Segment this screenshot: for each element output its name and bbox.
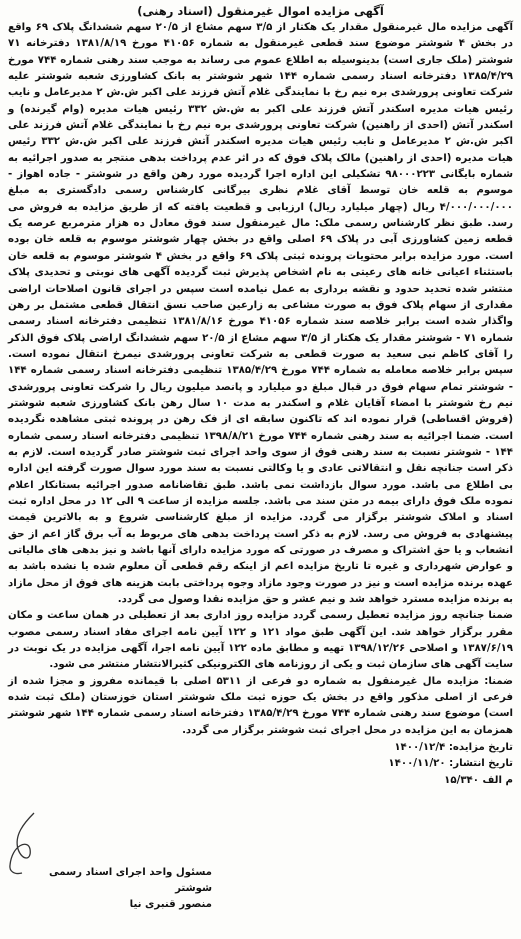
notice-body [8,20,513,739]
notice-paragraph-main: آگهی مزایده مال غیرمنقول مقدار یک هکتار از ۳/۵ سهم مشاع از ۲۰/۵ سهم ششدانگ پلاک ۶۹ واقع در بخش ۴ شوشتر موضوع سند قطعی غیرمنقول به شماره ۴۱۰۵۶ مورخ ۱۳۸۱/۸/۱۹ دفترخانه ۷۱ شوشتر (ملک جاری است) بدینوسیله به اطلاع عموم می رساند به موجب سند رهنی شماره ۷۴۴ مورخ ۱۳۸۵/۴/۲۹ دفترخانه اسناد رسمی شماره ۱۴۴ شهر شوشتر به بانک کشاورزی شعبه شوشتر علیه شرکت تعاونی پرورشدی بره نیم رخ با نمایندگی غلام آتش فرزند علی اکبر ش.ش ۲ مدیرعامل و نایب رئیس هیات مدیره اسکندر آتش فرزند علی اکبر به ش.ش ۳۳۲ رئیس هیات مدیره (وام گیرنده) و اسکندر آتش (احدی از راهنین) شرکت تعاونی پرورشدی بره نیم رخ با نمایندگی غلام آتش فرزند علی اکبر ش.ش ۲ مدیرعامل و نایب رئیس هیات مدیره اسکندر آتش فرزند علی اکبر ش.ش ۳۳۲ رئیس هیات مدیره (احدی از راهنین) مالک پلاک فوق که در اثر عدم پرداخت بدهی منتجر به صدور اجرائیه به شماره بایگانی ۹۸۰۰۰۲۲۳ تشکیلی این اداره اجرا گردیده مورد رهن واقع در شوشتر - جاده اهواز - موسوم به قلعه خان توسط آقای غلام نظری بیرگانی کارشناس رسمی دادگستری به مبلغ ۴/۰۰۰/۰۰۰/۰۰۰ ریال (چهار میلیارد ریال) ارزیابی و قطعیت یافته که از طریق مزایده به فروش می رسد. طبق نظر کارشناس رسمی ملک: مال غیرمنقول سند فوق معادل ده هزار مترمربع عرصه یک قطعه زمین کشاورزی آبی در پلاک ۶۹ اصلی واقع در بخش چهار شوشتر موسوم به قلعه خان بوده است. مورد مزایده برابر محتویات پرونده ثبتی پلاک ۶۹ واقع در بخش ۴ شوشتر موسوم به قلعه خان باستثناء اعیانی خانه های رعیتی به نام اشخاص پذیرش ثبت گردیده آگهی های نوبتی و تحدیدی پلاک منتشر شده تحدید حدود و نقشه برداری به عمل نیامده است سپس در اجرای قانون اصلاحات اراضی مقداری از سهام پلاک فوق به صورت مشاعی به زارعین صاحب نسق انتقال قطعی مشتمل بر رهن واگذار شده است برابر خلاصه سند شماره ۴۱۰۵۶ مورخ ۱۳۸۱/۸/۱۶ تنظیمی دفترخانه اسناد رسمی شماره ۷۱ - شوشتر مقدار یک هکتار از ۳/۵ سهم مشاع از ۲۰/۵ سهم ششدانگ اراضی پلاک فوق الذکر را آقای کاظم نبی سعید به صورت قطعی به شرکت تعاونی پرورشدی نیمرخ انتقال نموده است. سپس برابر خلاصه معامله به شماره ۷۴۴ مورخ ۱۳۸۵/۴/۲۹ تنظیمی دفترخانه اسناد رسمی شماره ۱۴۴ - شوشتر تمام سهام فوق در قبال مبلغ دو میلیارد و پانصد میلیون ریال را شرکت تعاونی پرورشدی نیم رخ شوشتر با امضاء آقایان غلام و اسکندر به مدت ۱۰ سال رهن بانک کشاورزی شعبه شوشتر (فروش اقساطی) قرار نموده اند که تاکنون سابقه ای از فک رهن در پرونده ثبتی مشاهده نگردیده است. ضمنا اجرائیه به سند رهنی شماره ۷۴۴ مورخ ۱۳۹۸/۸/۲۱ تنظیمی دفترخانه اسناد رسمی شماره ۱۴۴ - شوشتر نسبت به سند رهنی فوق از سوی واحد اجرای ثبت شوشتر صادر گردیده است. لازم به ذکر است جنانچه نقل و انتقالاتی عادی و یا وکالتی نسبت به سند مورد سوال صورت گرفته این اداره بی اطلاع می باشد. مورد سوال بازداشت نمی باشد. طبق تقاضانامه صدور اجرائیه بستانکار اعلام نموده ملک فوق دارای بیمه در متن سند می باشد. جلسه مزایده از ساعت ۹ الی ۱۲ در محل اداره ثبت اسناد و املاک شوشتر برگزار می گردد. مزایده از مبلغ کارشناسی شروع و به بالاترین قیمت پیشنهادی به فروش می رسد. لازم به ذکر است پرداخت بدهی های مربوط به آب برق گاز اعم از حق انشعاب و یا حق اشتراک و مصرف در صورتی که مورد مزایده دارای آنها باشد و نیز بدهی های مالیاتی و عوارض شهرداری و غیره تا تاریخ مزایده اعم از اینکه رقم قطعی آن معلوم شده یا نشده باشد به عهده برنده مزایده است و نیز در صورت وجود مازاد وجوه پرداختی بابت هزینه های فوق از محل مازاد به برنده مزایده مسترد خواهد شد و نیم عشر و حق مزایده نقدا وصول می گردد. [8,22,514,606]
signature-block [12,865,212,913]
notice-paragraph-additional: ضمنا: مزایده مال غیرمنقول به شماره دو فرعی از ۵۳۱۱ اصلی با قیمانده مفروز و مجزا شده از فرعی از اصلی مذکور واقع در بخش یک حوزه ثبت ملک شوشتر استان خوزستان (ملک ثبت شده است) موضوع سند رهنی شماره ۷۴۴ مورخ ۱۳۸۵/۴/۲۹ دفترخانه اسناد رسمی شماره ۱۴۴ شهر شوشتر همزمان به این مزایده در محل اجرای ثبت شوشتر برگزار می گردد. [8,675,513,736]
auction-date: تاریخ مزایده: ۱۴۰۰/۱۲/۴ [394,742,513,754]
publish-date: تاریخ انتشار: ۱۴۰۰/۱۱/۲۰ [388,758,513,770]
notice-paragraph-holiday: ضمنا جنانچه روز مزایده تعطیل رسمی گردد مزایده روز اداری بعد از تعطیلی در همان ساعت و مکان مقرر برگزار خواهد شد. این آگهی طبق مواد ۱۲۱ و ۱۲۲ آیین نامه اجرای مفاد اسناد رسمی مصوب ۱۳۸۷/۶/۱۹ و اصلاحی ۱۳۹۸/۱۲/۲۶ تهیه و مطابق ماده ۱۲۲ آیین نامه اجرا، آگهی مزایده در یک نوبت در سایت آگهی های سازمان ثبت و یکی از روزنامه های الکترونیکی کثیرالانتشار منتشر می شود. [8,610,513,671]
notice-dates [8,740,513,789]
signature-name: منصور قنبری نیا [129,899,212,910]
signature-title: مسئول واحد اجرای اسناد رسمی شوشتر [48,867,212,894]
serial-number: م الف ۱۵/۳۴۰ [444,774,513,786]
notice-title: آگهی مزایده اموال غیرمنقول (اسناد رهنی) [137,4,384,18]
